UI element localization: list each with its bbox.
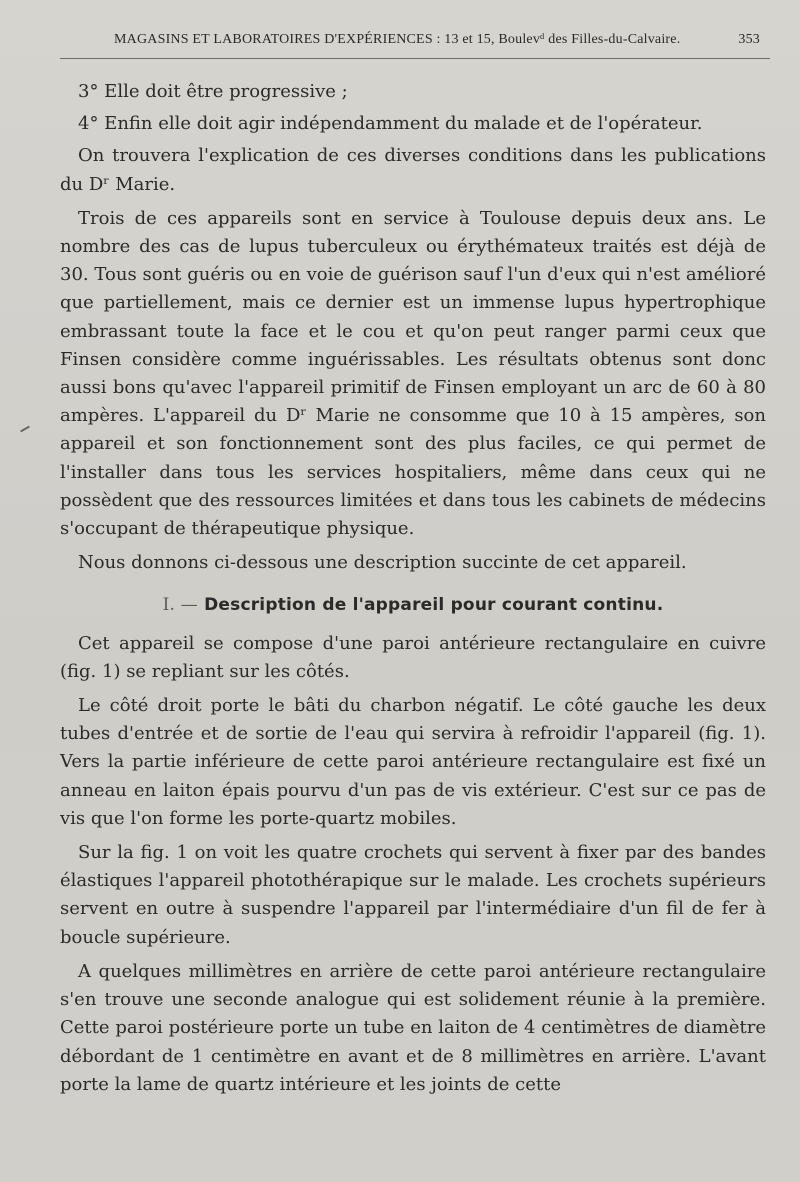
- paragraph: Sur la fig. 1 on voit les quatre crochets qui servent à fixer par des bandes élastiques l'appareil photothérapique sur le malade. Les crochets supérieurs servent en outre à suspendre l'appareil par l'intermédiaire d'un fil de fer à boucle supérieure.: [60, 842, 766, 948]
- paragraph: On trouvera l'explication de ces diverses conditions dans les publications du Dʳ Marie.: [60, 145, 766, 195]
- section-heading: [60, 591, 766, 619]
- paragraph: Le côté droit porte le bâti du charbon négatif. Le côté gauche les deux tubes d'entrée et de sortie de l'eau qui servira à refroidir l'appareil (fig. 1). Vers la partie inférieure de cette paroi antérieure rectangulaire est fixé un anneau en laiton épais pourvu d'un pas de vis extérieur. C'est sur ce pas de vis que l'on forme les porte-quartz mobiles.: [60, 695, 766, 829]
- margin-mark: [20, 426, 30, 433]
- page-number: 353: [738, 32, 760, 47]
- running-header: [60, 32, 766, 54]
- paragraph: 4° Enfin elle doit agir indépendamment du malade et de l'opérateur.: [78, 113, 703, 135]
- paragraph: A quelques millimètres en arrière de cette paroi antérieure rectangulaire s'en trouve une seconde analogue qui est solidement réunie à la première. Cette paroi postérieure porte un tube en laiton de 4 centimètres de diamètre débordant de 1 centimètre en avant et de 8 millimètres en arrière. L'avant porte la lame de quartz intérieure et les joints de cette: [60, 960, 766, 1095]
- paragraph: Nous donnons ci-dessous une description succinte de cet appareil.: [78, 552, 687, 574]
- paragraph: 3° Elle doit être progressive ;: [78, 81, 348, 102]
- paragraph: Cet appareil se compose d'une paroi antérieure rectangulaire en cuivre (fig. 1) se repliant sur les côtés.: [60, 632, 766, 682]
- section-heading-title: Description de l'appareil pour courant continu.: [204, 595, 664, 616]
- header-rule: [60, 58, 770, 59]
- section-heading-number: I. —: [162, 595, 198, 616]
- running-header-title: MAGASINS ET LABORATOIRES D'EXPÉRIENCES : 13 et 15, Boulevᵈ des Filles-du-Calvaire.: [114, 32, 681, 47]
- paragraph: Trois de ces appareils sont en service à Toulouse depuis deux ans. Le nombre des cas de lupus tuberculeux ou érythémateux traités est déjà de 30. Tous sont guéris ou en voie de guérison sauf l'un d'eux qui n'est amélioré que partiellement, mais ce dernier est un immense lupus hypertrophique embrassant toute la face et le cou et qu'on peut ranger parmi ceux que Finsen considère comme inguérissables. Les résultats obtenus sont donc aussi bons qu'avec l'appareil primitif de Finsen employant un arc de 60 à 80 ampères. L'appareil du Dʳ Marie ne consomme que 10 à 15 ampères, son appareil et son fonctionnement sont des plus faciles, ce qui permet de l'installer dans tous les services hospitaliers, même dans ceux qui ne possèdent que des ressources limitées et dans tous les cabinets de médecins s'occupant de thérapeutique physique.: [60, 207, 766, 540]
- page-body: [60, 78, 766, 1105]
